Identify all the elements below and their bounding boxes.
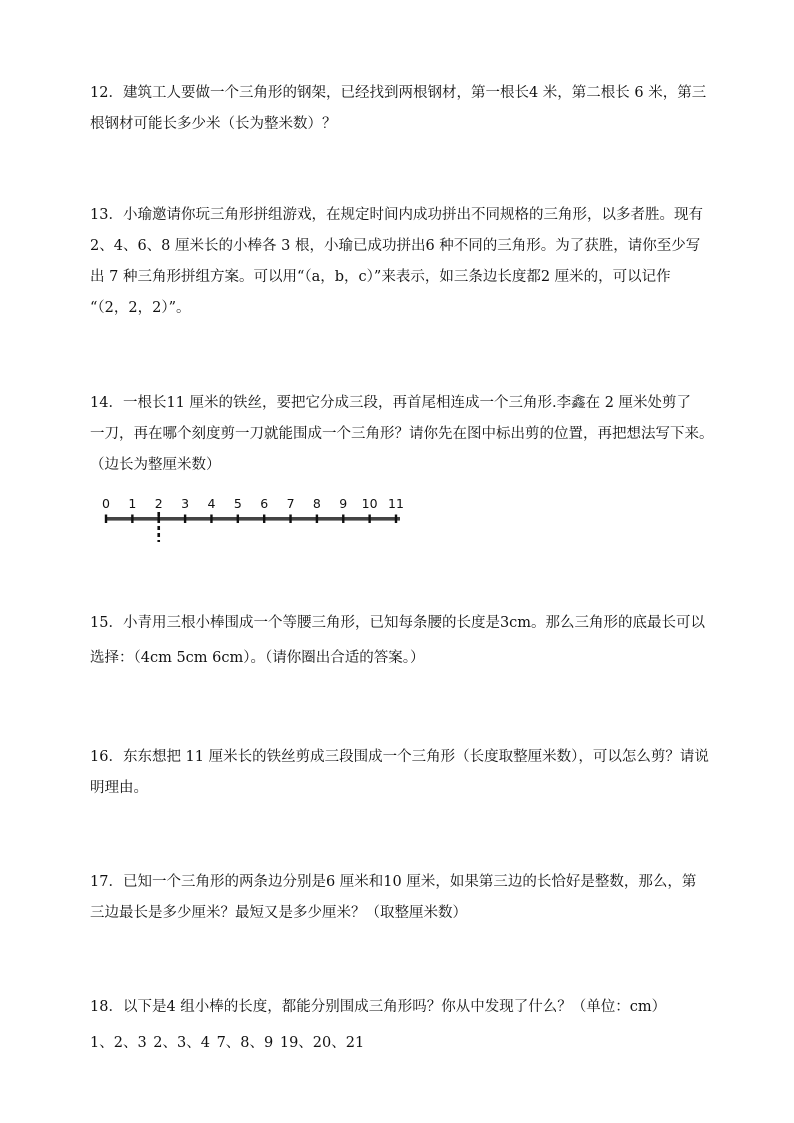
ruler-tick — [210, 515, 212, 524]
ruler-tick — [395, 515, 397, 524]
ruler-tick — [131, 515, 133, 524]
ruler-tick — [368, 515, 370, 524]
question-text-line: 2、4、6、8 厘米长的小棒各 3 根，小瑜已成功拼出6 种不同的三角形。为了获胜，请你至少写 — [90, 238, 701, 254]
question-text-line: 17．已知一个三角形的两条边分别是6 厘米和10 厘米，如果第三边的长恰好是整数，那么，第 — [90, 874, 697, 890]
ruler-tick-label: 10 — [361, 496, 378, 511]
ruler-tick-label: 4 — [207, 496, 216, 511]
ruler-tick-label: 1 — [128, 496, 137, 511]
question-text-line: 一刀，再在哪个刻度剪一刀就能围成一个三角形？请你先在图中标出剪的位置，再把想法写下来。 — [90, 426, 714, 442]
ruler-bar — [106, 517, 400, 521]
ruler-tick — [184, 515, 186, 524]
ruler-tick-label: 9 — [339, 496, 348, 511]
question-text-line: “（2，2，2）”。 — [90, 300, 191, 316]
ruler-tick-label: 6 — [260, 496, 269, 511]
ruler-tick-label: 5 — [233, 496, 242, 511]
ruler-tick-label: 11 — [388, 496, 404, 511]
question-text-line: 18．以下是4 组小棒的长度，都能分别围成三角形吗？你从中发现了什么？（单位：cm） — [90, 999, 667, 1015]
ruler-tick — [263, 515, 265, 524]
question-text-line: 12．建筑工人要做一个三角形的钢架，已经找到两根钢材，第一根长4 米，第二根长 6 米，第三 — [90, 85, 707, 101]
question-text-line: 三边最长是多少厘米？最短又是多少厘米？（取整厘米数） — [90, 905, 467, 921]
question-text-line: 明理由。 — [90, 780, 148, 796]
ruler-tick-label: 7 — [286, 496, 295, 511]
question-text-line: 根钢材可能长多少米（长为整米数）？ — [90, 116, 337, 132]
question-text-line: 14．一根长11 厘米的铁丝，要把它分成三段，再首尾相连成一个三角形.李鑫在 2 厘米处剪了 — [90, 395, 692, 411]
ruler-tick — [342, 515, 344, 524]
ruler-tick — [105, 515, 107, 524]
ruler-tick-label: 8 — [312, 496, 321, 511]
question-text-line: （边长为整厘米数） — [90, 457, 221, 473]
stick-length-groups: 1、2、3 2、3、4 7、8、9 19、20、21 — [90, 1035, 365, 1051]
ruler-tick — [289, 515, 291, 524]
ruler-tick — [316, 515, 318, 524]
question-text-line: 15．小青用三根小棒围成一个等腰三角形，已知每条腰的长度是3cm。那么三角形的底最长可以 — [90, 615, 706, 631]
ruler-diagram — [90, 492, 420, 544]
ruler-tick-label: 2 — [154, 496, 163, 511]
ruler-tick-label: 0 — [102, 496, 110, 511]
ruler-tick — [237, 515, 239, 524]
question-text-line: 选择：（4cm 5cm 6cm）。（请你圈出合适的答案。） — [90, 650, 425, 666]
question-text-line: 13．小瑜邀请你玩三角形拼组游戏，在规定时间内成功拼出不同规格的三角形，以多者胜。现有 — [90, 207, 703, 223]
question-text-line: 16．东东想把 11 厘米长的铁丝剪成三段围成一个三角形（长度取整厘米数），可以怎么剪？请说 — [90, 749, 709, 765]
ruler-labels — [102, 496, 404, 511]
ruler-tick-label: 3 — [181, 496, 190, 511]
question-text-line: 出 7 种三角形拼组方案。可以用“（a，b，c）”来表示，如三条边长度都2 厘米的，可以记作 — [90, 269, 671, 285]
